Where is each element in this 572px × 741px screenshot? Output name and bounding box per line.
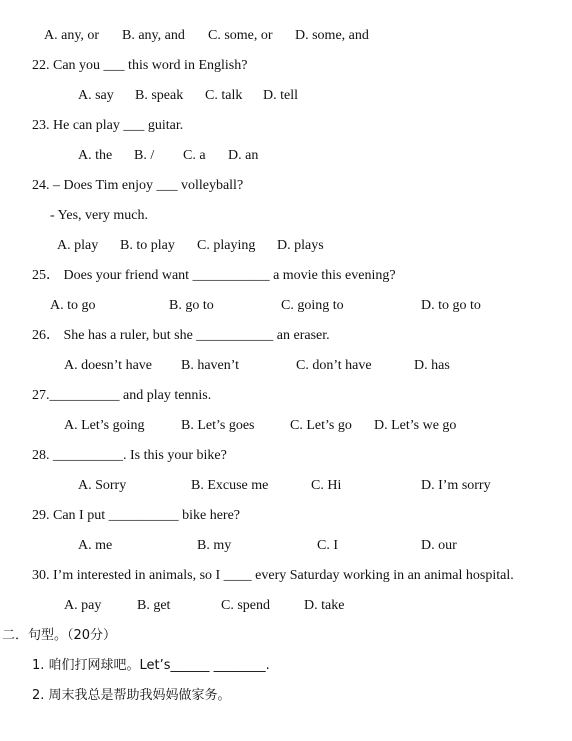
q30-option-a: A. pay [64, 598, 102, 613]
q24-option-d: D. plays [277, 238, 324, 253]
q27-stem: 27.__________ and play tennis. [32, 388, 212, 403]
q22-option-c: C. talk [205, 88, 243, 103]
sentence-item-2: 2. 周末我总是帮助我妈妈做家务。 [32, 688, 231, 703]
q28-option-b: B. Excuse me [191, 478, 269, 493]
q28-option-a: A. Sorry [78, 478, 127, 493]
q23-option-d: D. an [228, 148, 259, 163]
q27-option-b: B. Let’s goes [181, 418, 255, 433]
q26-option-c: C. don’t have [296, 358, 372, 373]
q25-option-d: D. to go to [421, 298, 481, 313]
section-heading: 二．句型。（20分） [2, 628, 117, 643]
sentence-item-1: 1. 咱们打网球吧。Let’s______ ________. [32, 658, 270, 673]
q26-stem: 26． She has a ruler, but she ___________ an eraser. [32, 328, 330, 343]
q21-option-d: D. some, and [295, 28, 369, 43]
q23-option-c: C. a [183, 148, 206, 163]
q25-option-a: A. to go [50, 298, 96, 313]
q30-option-c: C. spend [221, 598, 270, 613]
q28-option-d: D. I’m sorry [421, 478, 491, 493]
q22-option-a: A. say [78, 88, 114, 103]
q24-option-c: C. playing [197, 238, 256, 253]
q26-option-b: B. haven’t [181, 358, 240, 373]
q28-option-c: C. Hi [311, 478, 342, 493]
q21-option-a: A. any, or [44, 28, 100, 43]
q23-stem: 23. He can play ___ guitar. [32, 118, 184, 133]
q24-reply: - Yes, very much. [50, 208, 148, 223]
q26-option-a: A. doesn’t have [64, 358, 152, 373]
q26-option-d: D. has [414, 358, 450, 373]
q27-option-a: A. Let’s going [64, 418, 145, 433]
q29-option-b: B. my [197, 538, 232, 553]
q22-option-b: B. speak [135, 88, 184, 103]
q22-stem: 22. Can you ___ this word in English? [32, 58, 248, 73]
q21-option-c: C. some, or [208, 28, 273, 43]
q24-option-a: A. play [57, 238, 99, 253]
q23-option-b: B. / [134, 148, 155, 163]
q29-stem: 29. Can I put __________ bike here? [32, 508, 241, 523]
q28-stem: 28. __________. Is this your bike? [32, 448, 227, 463]
q30-option-d: D. take [304, 598, 345, 613]
q25-stem: 25． Does your friend want ___________ a movie this evening? [32, 268, 396, 283]
q25-option-c: C. going to [281, 298, 344, 313]
q27-option-c: C. Let’s go [290, 418, 352, 433]
q24-option-b: B. to play [120, 238, 175, 253]
q27-option-d: D. Let’s we go [374, 418, 457, 433]
q29-option-a: A. me [78, 538, 113, 553]
q25-option-b: B. go to [169, 298, 214, 313]
q29-option-d: D. our [421, 538, 457, 553]
q30-option-b: B. get [137, 598, 171, 613]
q29-option-c: C. I [317, 538, 338, 553]
q23-option-a: A. the [78, 148, 113, 163]
q24-stem: 24. – Does Tim enjoy ___ volleyball? [32, 178, 244, 193]
q30-stem: 30. I’m interested in animals, so I ____ every Saturday working in an animal hospital. [32, 568, 514, 583]
q21-option-b: B. any, and [122, 28, 185, 43]
q22-option-d: D. tell [263, 88, 298, 103]
